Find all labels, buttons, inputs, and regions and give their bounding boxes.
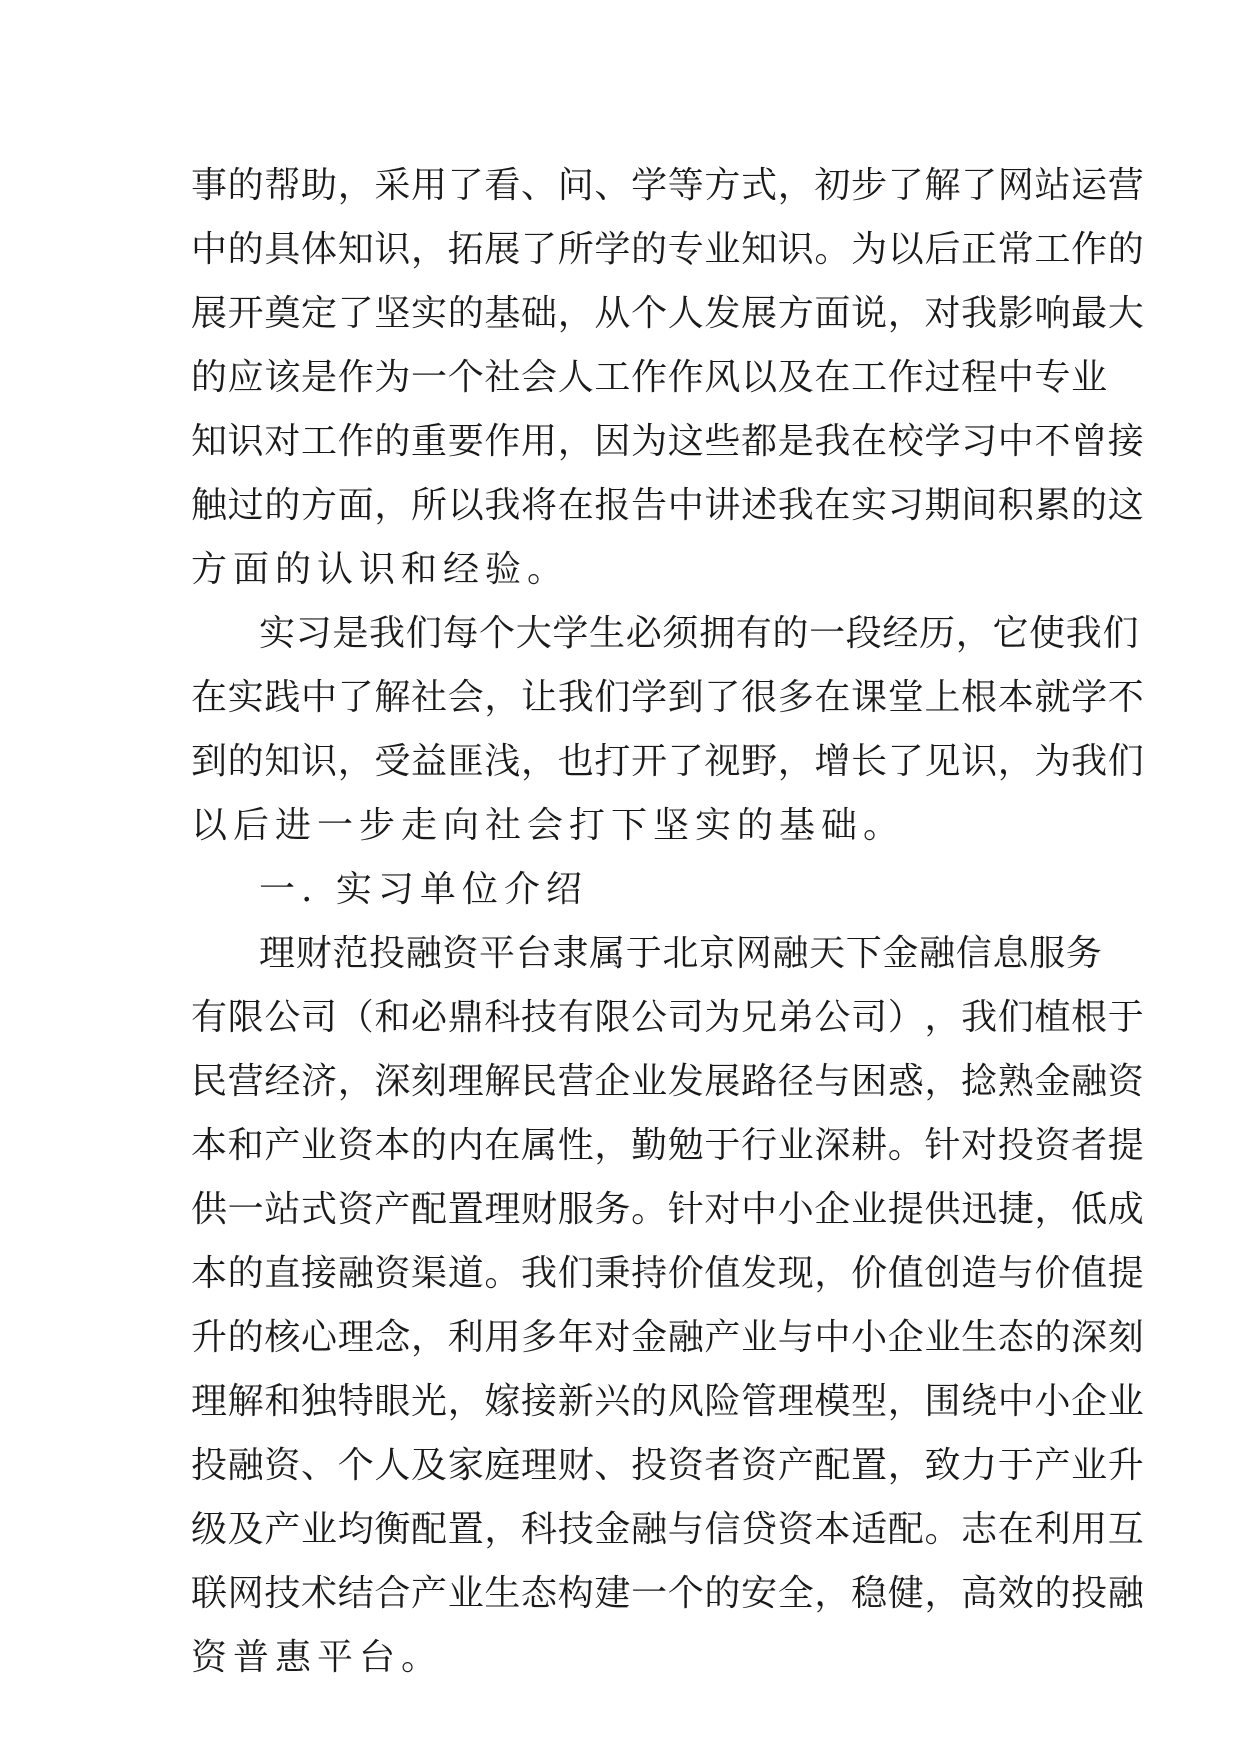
text-line: 本 的 直 接 融 资 渠 道 。 我 们 秉 持 价 值 发 现 ， 价 值 创 造 与 价 值 提 <box>191 1253 1144 1294</box>
heading-text: 一. 实习单位介绍 <box>259 869 588 910</box>
text-line: 事 的 帮 助 ， 采 用 了 看 、 问 、 学 等 方 式 ， 初 步 了 解 了 网 站 运 营 <box>191 165 1144 206</box>
text-line: 中 的 具 体 知 识 ， 拓 展 了 所 学 的 专 业 知 识 。 为 以 后 正 常 工 作 的 <box>191 229 1144 270</box>
text-line: 理 财 范 投 融 资 平 台 隶 属 于 北 京 网 融 天 下 金 融 信 息 服 务 <box>259 933 1102 974</box>
text-line: 以后进一步走向社会打下坚实的基础。 <box>191 805 906 846</box>
text-line: 资普惠平台。 <box>191 1637 444 1678</box>
text-line: 在 实 践 中 了 解 社 会 ， 让 我 们 学 到 了 很 多 在 课 堂 上 根 本 就 学 不 <box>191 677 1144 718</box>
text-line: 的 应 该 是 作 为 一 个 社 会 人 工 作 作 风 以 及 在 工 作 过 程 中 专 业 <box>191 357 1108 398</box>
text-line: 级 及 产 业 均 衡 配 置 ， 科 技 金 融 与 信 贷 资 本 适 配 。 志 在 利 用 互 <box>191 1509 1144 1550</box>
text-line: 方面的认识和经验。 <box>191 549 570 590</box>
text-line: 理 解 和 独 特 眼 光 ， 嫁 接 新 兴 的 风 险 管 理 模 型 ， 围 绕 中 小 企 业 <box>191 1381 1144 1422</box>
text-line: 实 习 是 我 们 每 个 大 学 生 必 须 拥 有 的 一 段 经 历 ， 它 使 我 们 <box>259 613 1139 654</box>
section-heading <box>191 858 1051 922</box>
text-line: 供 一 站 式 资 产 配 置 理 财 服 务 。 针 对 中 小 企 业 提 供 迅 捷 ， 低 成 <box>191 1189 1144 1230</box>
text-line: 民 营 经 济 ， 深 刻 理 解 民 营 企 业 发 展 路 径 与 困 惑 ， 捻 熟 金 融 资 <box>191 1061 1144 1102</box>
text-line: 升 的 核 心 理 念 ， 利 用 多 年 对 金 融 产 业 与 中 小 企 业 生 态 的 深 刻 <box>191 1317 1144 1358</box>
text-line: 投 融 资 、 个 人 及 家 庭 理 财 、 投 资 者 资 产 配 置 ， 致 力 于 产 业 升 <box>191 1445 1144 1486</box>
text-line: 知 识 对 工 作 的 重 要 作 用 ， 因 为 这 些 都 是 我 在 校 学 习 中 不 曾 接 <box>191 421 1144 462</box>
text-line: 触 过 的 方 面 ， 所 以 我 将 在 报 告 中 讲 述 我 在 实 习 期 间 积 累 的 这 <box>191 485 1144 526</box>
text-line: 联 网 技 术 结 合 产 业 生 态 构 建 一 个 的 安 全 ， 稳 健 ， 高 效 的 投 融 <box>191 1573 1144 1614</box>
text-line: 有 限 公 司 （ 和 必 鼎 科 技 有 限 公 司 为 兄 弟 公 司 ） ， 我 们 植 根 于 <box>191 997 1144 1038</box>
text-line: 本 和 产 业 资 本 的 内 在 属 性 ， 勤 勉 于 行 业 深 耕 。 针 对 投 资 者 提 <box>191 1125 1144 1166</box>
text-line: 到 的 知 识 ， 受 益 匪 浅 ， 也 打 开 了 视 野 ， 增 长 了 见 识 ， 为 我 们 <box>191 741 1144 782</box>
paragraph <box>191 602 1144 858</box>
body-text <box>191 154 1144 1690</box>
paragraph <box>191 154 1144 602</box>
text-line: 展 开 奠 定 了 坚 实 的 基 础 ， 从 个 人 发 展 方 面 说 ， 对 我 影 响 最 大 <box>191 293 1144 334</box>
paragraph <box>191 922 1144 1690</box>
